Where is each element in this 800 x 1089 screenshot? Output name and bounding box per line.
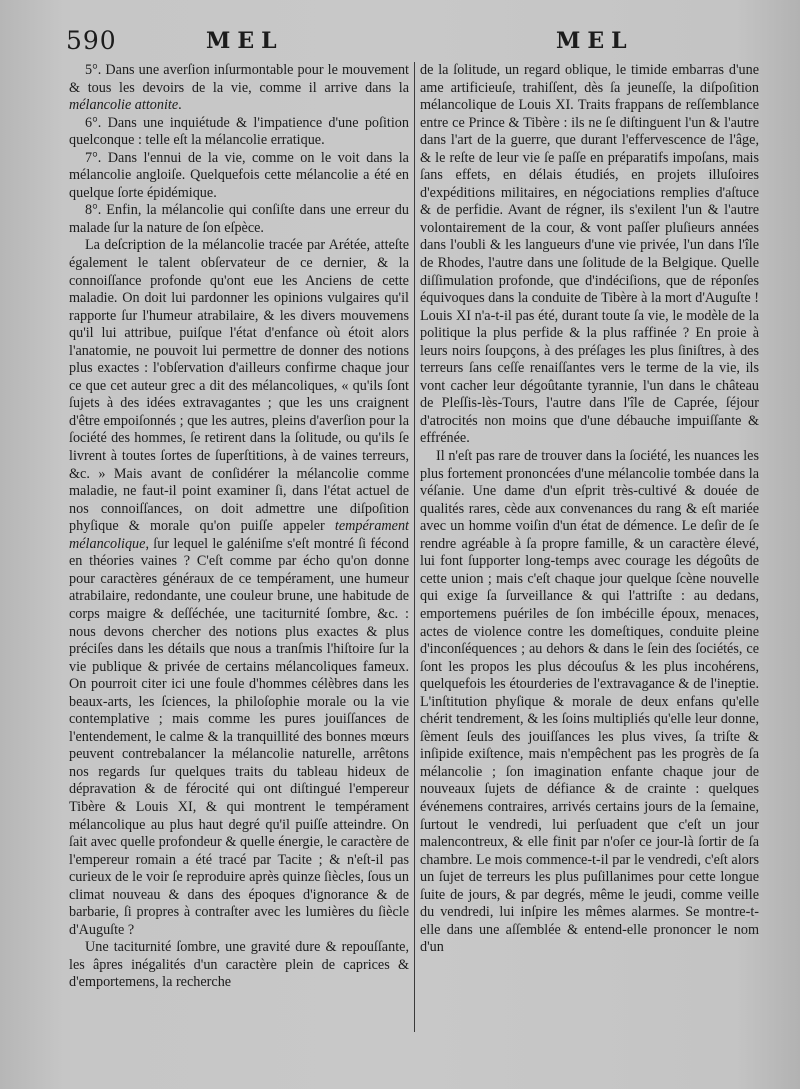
paragraph: 5°. Dans une averſion inſurmontable pour le mouvement & tous les devoirs de la vie, comme il arrive dans la mélancolie attonite. (69, 62, 409, 114)
right-column (420, 62, 759, 957)
paragraph: Il n'eſt pas rare de trouver dans la ſociété, les nuances les plus fortement prononcées d'une mélancolie tombée dans la véſanie. Une dame d'un eſprit très-cultivé & douée de qualités rares, cède aux convenances du rang & eſt mariée avec un homme voiſin d'un état de démence. Le deſir de ſe rendre agréable à ſa propre famille, & un caractère élevé, lui font ſupporter long-temps avec courage les dégoûts de cette union ; mais c'eſt chaque jour quelque ſcène nouvelle qui exige ſa ſurveillance & qui l'attriſte : au dedans, emportemens puériles de ſon imbécille époux, menaces, actes de violence contre les domeſtiques, conduite pleine d'inconſéquences ; au dehors & dans le ſein des ſociétés, ce ſont les propos les plus découſus & les plus incohérens, quelquefois les étourderies de l'extravagance & de l'ineptie. L'inſtitution phyſique & morale de deux enfans qu'elle chérit tendrement, & les ſoins multipliés qu'elle leur donne, ſèment ſeuls des jouiſſances les plus vives, ſa triſte & inſipide exiſtence, mais n'empêchent pas les progrès de ſa mélancolie ; ſon imagination enfante chaque jour de nouveaux ſujets de défiance & de crainte : quelques événemens contraires, arrivés certains jours de la ſemaine, ſurtout le vendredi, lui perſuadent que c'eſt un jour malencontreux, & elle finit par n'oſer ce jour-là ſortir de ſa chambre. Le mois commence-t-il par le vendredi, c'eſt alors un ſujet de terreurs les plus puſillanimes pour cette longue ſuite de jours, & par degrés, même le jeudi, comme veille du vendredi, lui inſpire les mêmes alarmes. Se montre-t-elle dans une aſſemblée & entend-elle prononcer le nom d'un (420, 448, 759, 956)
paragraph: 8°. Enfin, la mélancolie qui conſiſte dans une erreur du malade ſur la nature de ſon eſpèce. (69, 202, 409, 236)
column-divider (414, 62, 415, 1032)
paragraph: 7°. Dans l'ennui de la vie, comme on le voit dans la mélancolie angloiſe. Quelquefois cette mélancolie a été en quelque ſorte épidémique. (69, 149, 409, 201)
running-head-left: MEL (206, 28, 284, 54)
paragraph: Une taciturnité ſombre, une gravité dure & repouſſante, les âpres inégalités d'un caractère plein de caprices & d'emportemens, la recherche (69, 939, 409, 991)
page-header (66, 26, 766, 60)
emphasis: mélancolie attonite (69, 97, 179, 114)
running-head-right: MEL (556, 28, 634, 54)
paragraph: La deſcription de la mélancolie tracée par Arétée, atteſte également le talent obſervateur de ce dernier, & la connoiſſance profonde qu'ont eue les Anciens de cette maladie. On doit lui pardonner les opinions vulgaires qu'il rapporte ſur l'humeur atrabilaire, & les divers mouvemens qu'il lui attribue, puiſque l'état d'enfance où étoit alors l'anatomie, ne pouvoit lui permettre de donner des notions plus exactes : l'obſervation d'ailleurs confirme chaque jour ce que cet auteur grec a dit des mélancoliques, « qu'ils ſont ſujets à des idées extravagantes ; que les uns craignent d'être empoiſonnés ; que les autres, pleins d'averſion pour la ſociété des hommes, ſe retirent dans la ſolitude, ou qu'ils ſe livrent à toutes ſortes de ſuperſtitions, à de vaines terreurs, &c. » Mais avant de conſidérer la mélancolie comme maladie, ne faut-il point examiner ſi, dans l'état actuel de nos connoiſſances, on doit admettre une diſpoſition phyſique & morale qu'on puiſſe appeler tempérament mélancolique, ſur lequel le galéniſme s'eſt montré ſi fécond en théories vaines ? C'eſt comme par écho qu'on donne pour caractères généraux de ce tempérament, une humeur atrabilaire, redondante, une couleur brune, une habitude de corps maigre & deſſéchée, une taciturnité ſombre, &c. : nous devons chercher des notions plus exactes & plus préciſes dans les détails que nous a tranſmis l'hiſtoire ſur la vie publique & privée de certains mélancoliques fameux. On pourroit citer ici une foule d'hommes célèbres dans les beaux-arts, les ſciences, la philoſophie morale ou la vie contemplative ; mais comme les pures jouiſſances de l'entendement, le calme & la tranquillité des bonnes mœurs peuvent contrebalancer la mélancolie naturelle, arrêtons nos regards ſur quelques traits du tableau hideux de dépravation & de férocité qui ont diſtingué l'empereur Tibère & Louis XI, & qui montrent le tempérament mélancolique au plus haut degré qu'il puiſſe atteindre. On ſait avec quelle profondeur & quelle énergie, le caractère de l'empereur romain a été tracé par Tacite ; & n'eſt-il pas curieux de le voir ſe reproduire après quinze ſiècles, ſous un climat nouveau & dans des époques d'ignorance & de barbarie, ſi propres à contraſter avec les lumières du ſiècle d'Auguſte ? (69, 237, 409, 938)
left-column (69, 62, 409, 992)
paragraph: de la ſolitude, un regard oblique, le timide embarras d'une ame artificieuſe, trahiſſent, dès ſa jeuneſſe, la diſpoſition mélancolique de Louis XI. Traits frappans de reſſemblance entre ce Prince & Tibère : ils ne ſe diſtinguent l'un & l'autre dans l'art de la guerre, que durant l'effervescence de l'âge, & le reſte de leur vie ſe paſſe en préparatifs impoſans, mais ſans effets, en délais étudiés, en projets illuſoires d'expéditions militaires, en négociations remplies d'aſtuce & de perfidie. Avant de régner, ils s'exilent l'un & l'autre volontairement de la cour, & vont paſſer pluſieurs années dans l'oubli & les langueurs d'une vie privée, l'un dans l'île de Rhodes, l'autre dans une ſolitude de la Belgique. Quelle diſſimulation profonde, que d'indéciſions, que de réponſes équivoques dans la conduite de Tibère à la mort d'Auguſte ! Louis XI n'a-t-il pas été, durant toute ſa vie, le modèle de la politique la plus perfide & la plus raffinée ? En proie à leurs noirs ſoupçons, à des préſages les plus ſiniſtres, à des terreurs ſans ceſſe renaiſſantes vers le terme de la vie, ils vont cacher leur dégoûtante tyrannie, l'un dans le château de Pleſſis-lès-Tours, l'autre dans l'île de Caprée, ſéjour d'atrocités non moins que d'une débauche impuiſſante & effrénée. (420, 62, 759, 447)
paragraph: 6°. Dans une inquiétude & l'impatience d'une poſition quelconque : telle eſt la mélancolie erratique. (69, 114, 409, 149)
emphasis: tempérament mélancolique (69, 518, 409, 552)
page-number: 590 (66, 26, 117, 55)
